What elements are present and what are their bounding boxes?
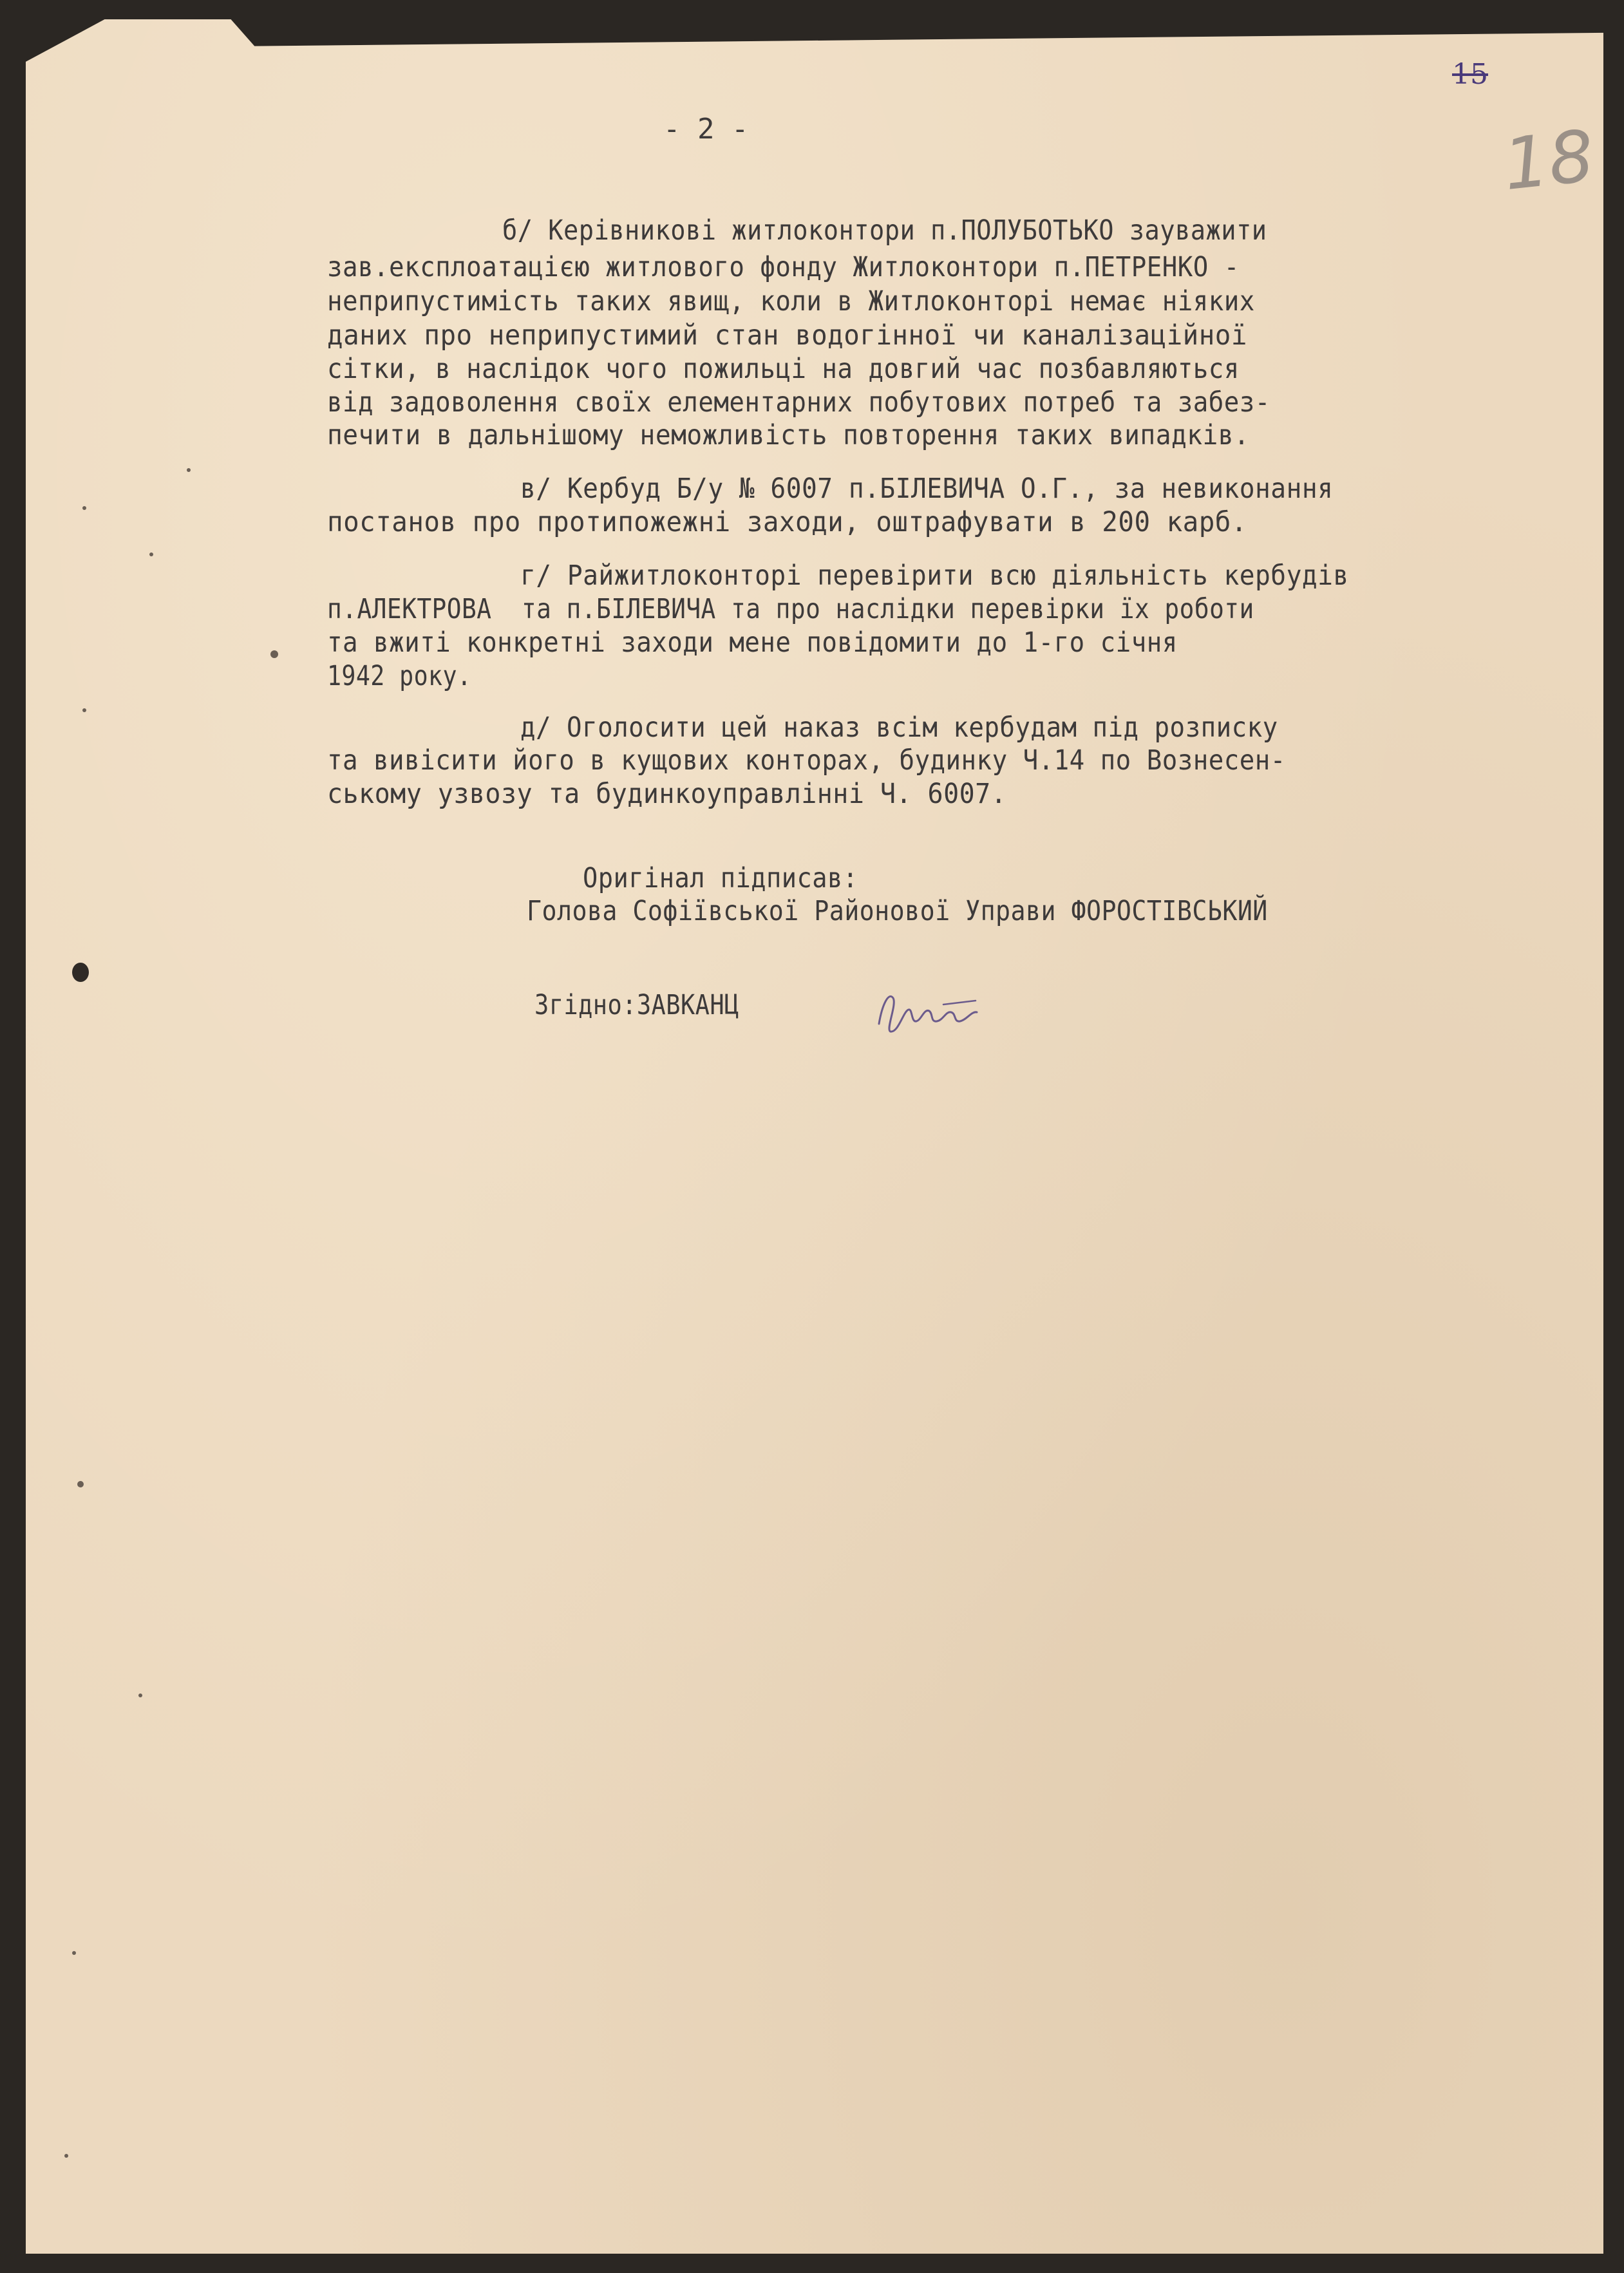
punch-hole bbox=[72, 963, 89, 982]
paragraph-b-line: даних про неприпустимий стан водогінної чи каналізаційної bbox=[327, 319, 1247, 352]
paragraph-b-line: печити в дальнішому неможливість повторення таких випадків. bbox=[327, 419, 1250, 451]
paper-speck bbox=[82, 506, 86, 510]
page-number: - 2 - bbox=[663, 113, 749, 146]
handwritten-signature bbox=[866, 985, 1014, 1037]
paragraph-d-line: та вивісити його в кущових конторах, будинку Ч.14 по Вознесен- bbox=[327, 744, 1286, 777]
signatory-line: Голова Софіївської Районової Управи ФОРОСТІВСЬКИЙ bbox=[527, 895, 1268, 927]
paper-speck bbox=[72, 1951, 76, 1955]
folio-number-pencil: 18 bbox=[1499, 115, 1598, 206]
paragraph-g-line: г/ Райжитлоконторі перевірити всю діяльність кербудів bbox=[520, 560, 1349, 592]
paper-speck bbox=[77, 1481, 84, 1487]
paragraph-g-line: п.АЛЕКТРОВА та п.БІЛЕВИЧА та про наслідки перевірки їх роботи bbox=[327, 593, 1254, 625]
paper-speck bbox=[187, 468, 191, 472]
paragraph-g-line: та вжиті конкретні заходи мене повідомити до 1-го січня bbox=[327, 627, 1178, 659]
certification-label: Згідно:ЗАВКАНЦ bbox=[534, 989, 739, 1021]
original-signed-label: Оригінал підписав: bbox=[583, 862, 858, 894]
paper-speck bbox=[149, 552, 153, 556]
paragraph-b-line: неприпустимість таких явищ, коли в Житлоконторі немає ніяких bbox=[327, 285, 1255, 317]
paragraph-b-line: зав.експлоатацією житлового фонду Житлоконтори п.ПЕТРЕНКО - bbox=[327, 251, 1240, 283]
paragraph-b-line: б/ Керівникові житлоконтори п.ПОЛУБОТЬКО зауважити bbox=[502, 214, 1267, 247]
paragraph-v-line: в/ Кербуд Б/у № 6007 п.БІЛЕВИЧА О.Г., за невиконання bbox=[520, 473, 1334, 505]
paper-speck bbox=[64, 2154, 68, 2158]
paragraph-v-line: постанов про протипожежні заходи, оштрафувати в 200 карб. bbox=[327, 506, 1247, 538]
paper-speck bbox=[270, 650, 278, 658]
folio-number-ink: 15 bbox=[1452, 58, 1488, 91]
paragraph-d-line: д/ Оголосити цей наказ всім кербудам під розписку bbox=[520, 712, 1278, 744]
paragraph-b-line: сітки, в наслідок чого пожильці на довгий час позбавляються bbox=[327, 353, 1240, 385]
paragraph-g-line: 1942 року. bbox=[327, 660, 472, 692]
paragraph-b-line: від задоволення своїх елементарних побутових потреб та забез- bbox=[327, 386, 1270, 419]
paper-speck bbox=[82, 708, 86, 712]
paragraph-d-line: ському узвозу та будинкоуправлінні Ч. 6007. bbox=[327, 778, 1007, 810]
paper-speck bbox=[138, 1693, 142, 1697]
